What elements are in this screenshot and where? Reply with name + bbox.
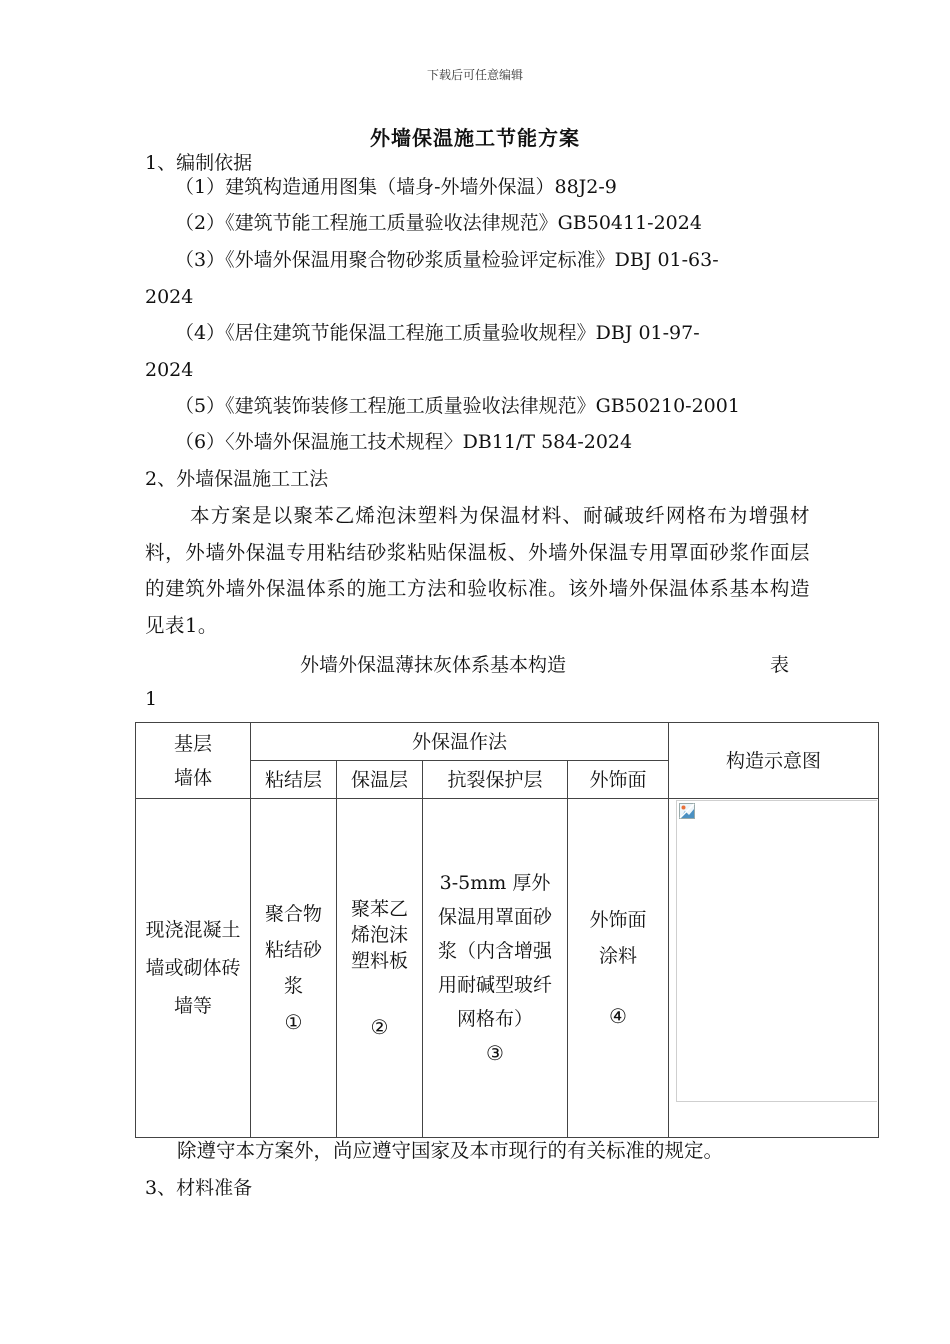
insulation-layer-header: 保温层: [337, 761, 423, 799]
footer-paragraph: 除遵守本方案外，尚应遵守国家及本市现行的有关标准的规定。: [177, 1139, 724, 1162]
reference-4: （4）《居住建筑节能保温工程施工质量验收规程》DBJ 01-97-: [175, 322, 700, 344]
section-2-paragraph: 本方案是以聚苯乙烯泡沫塑料为保温材料、耐碱玻纤网格布为增强材料，外墙外保温专用粘结砂浆粘贴保温板、外墙外保温专用罩面砂浆作面层的建筑外墙外保温体系的施工方法和验收标准。该外墙外保温体系基本构造见表1。: [145, 504, 810, 637]
base-wall-header: 基层墙体: [136, 723, 251, 799]
document-title: 外墙保温施工节能方案: [370, 126, 580, 150]
reference-3: （3）《外墙外保温用聚合物砂浆质量检验评定标准》DBJ 01-63-: [175, 249, 719, 271]
reference-5: （5）《建筑装饰装修工程施工质量验收法律规范》GB50210-2001: [175, 395, 740, 417]
page-header: 下载后可任意编辑: [426, 68, 523, 82]
table-caption: 外墙外保温薄抹灰体系基本构造: [300, 654, 567, 676]
section-2-heading: 2、外墙保温施工工法: [145, 468, 329, 490]
reference-1: （1）建筑构造通用图集（墙身-外墙外保温）88J2-9: [175, 176, 617, 198]
broken-image-icon: [679, 803, 695, 819]
section-3-heading: 3、材料准备: [145, 1177, 253, 1199]
bonding-layer-header: 粘结层: [251, 761, 337, 799]
reference-4-cont: 2024: [145, 359, 194, 381]
section-1-heading: 1、编制依据: [145, 152, 253, 174]
reference-3-cont: 2024: [145, 286, 194, 308]
crack-protection-header: 抗裂保护层: [423, 761, 568, 799]
construction-diagram-placeholder: [676, 800, 877, 1102]
bonding-layer-cell: 聚合物粘结砂浆 ①: [251, 799, 337, 1138]
diagram-header: 构造示意图: [669, 723, 879, 799]
method-header: 外保温作法: [251, 723, 669, 761]
reference-2: （2）《建筑节能工程施工质量验收法律规范》GB50411-2024: [175, 212, 702, 234]
insulation-layer-cell: 聚苯乙烯泡沫塑料板 ②: [337, 799, 423, 1138]
reference-6: （6）〈外墙外保温施工技术规程〉DB11/T 584-2024: [175, 431, 633, 453]
finish-layer-cell: 外饰面涂料 ④: [568, 799, 669, 1138]
table-caption-label: 表: [770, 654, 790, 676]
table-caption-number: 1: [145, 688, 158, 710]
crack-protection-cell: 3-5mm 厚外保温用罩面砂浆（内含增强用耐碱型玻纤网格布） ③: [423, 799, 568, 1138]
finish-layer-header: 外饰面: [568, 761, 669, 799]
base-wall-value: 现浇混凝土墙或砌体砖墙等: [136, 799, 251, 1138]
